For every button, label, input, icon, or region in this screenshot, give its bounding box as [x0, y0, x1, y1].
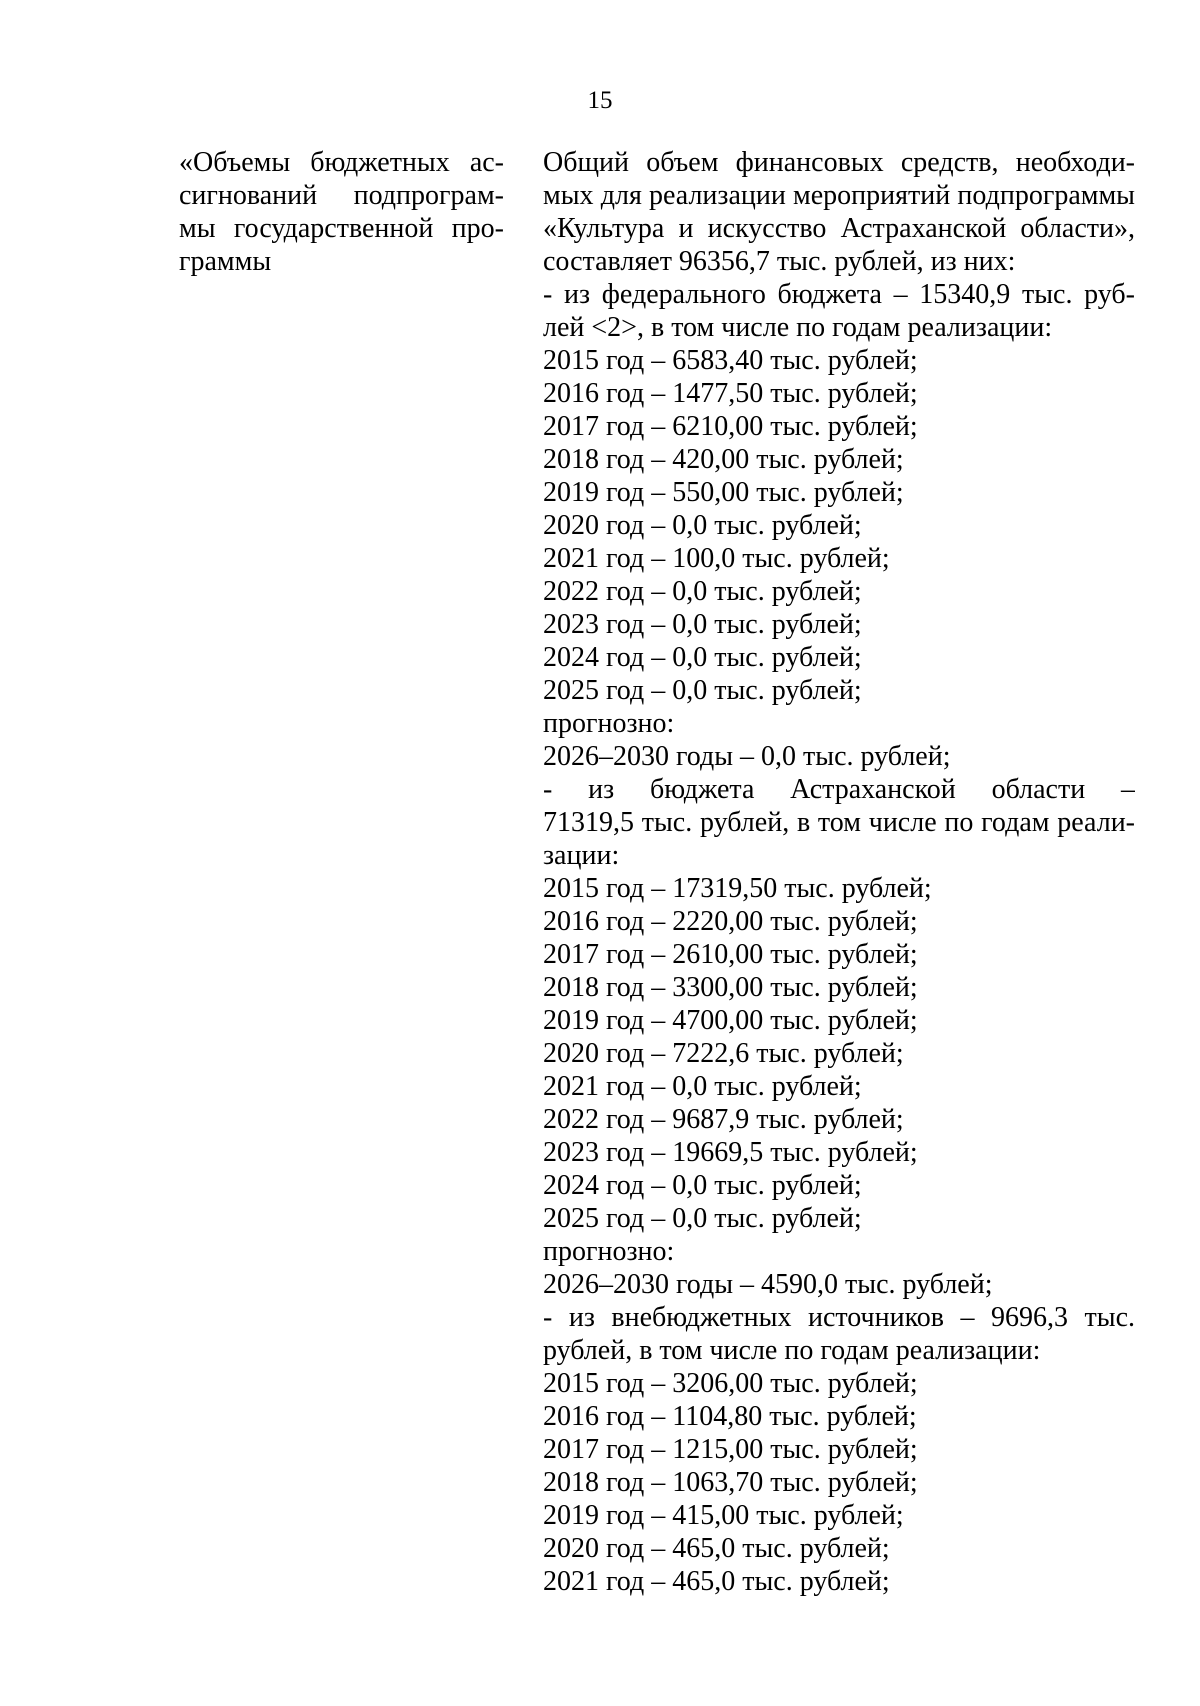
extrabudgetary-heading-line: - из внебюджетных источников – 9696,3 тыс.: [543, 1302, 1135, 1333]
regional-heading-line: 71319,5 тыс. рублей, в том числе по годам реали-: [543, 807, 1135, 838]
label-line: «Объемы бюджетных ас-: [179, 147, 504, 178]
federal-heading-line: - из федерального бюджета – 15340,9 тыс. руб-: [543, 279, 1135, 310]
federal-year-line: 2023 год – 0,0 тыс. рублей;: [543, 609, 862, 640]
intro-line: Общий объем финансовых средств, необходи-: [543, 147, 1135, 178]
regional-forecast-value: 2026–2030 годы – 4590,0 тыс. рублей;: [543, 1269, 993, 1300]
funding-description-cell: [543, 146, 1135, 1598]
regional-heading-line: - из бюджета Астраханской области –: [543, 774, 1135, 805]
regional-year-line: 2019 год – 4700,00 тыс. рублей;: [543, 1005, 918, 1036]
federal-year-line: 2018 год – 420,00 тыс. рублей;: [543, 444, 904, 475]
regional-year-line: 2020 год – 7222,6 тыс. рублей;: [543, 1038, 904, 1069]
regional-year-line: 2018 год – 3300,00 тыс. рублей;: [543, 972, 918, 1003]
federal-year-line: 2025 год – 0,0 тыс. рублей;: [543, 675, 862, 706]
regional-heading-line: зации:: [543, 840, 620, 871]
federal-year-line: 2021 год – 100,0 тыс. рублей;: [543, 543, 890, 574]
federal-year-line: 2020 год – 0,0 тыс. рублей;: [543, 510, 862, 541]
federal-forecast-label: прогнозно:: [543, 708, 675, 739]
federal-year-line: 2024 год – 0,0 тыс. рублей;: [543, 642, 862, 673]
intro-line: мых для реализации мероприятий подпрограммы: [543, 180, 1135, 211]
regional-year-line: 2021 год – 0,0 тыс. рублей;: [543, 1071, 862, 1102]
federal-year-line: 2017 год – 6210,00 тыс. рублей;: [543, 411, 918, 442]
extrabudgetary-year-line: 2016 год – 1104,80 тыс. рублей;: [543, 1401, 917, 1432]
federal-year-line: 2019 год – 550,00 тыс. рублей;: [543, 477, 904, 508]
extrabudgetary-heading-line: рублей, в том числе по годам реализации:: [543, 1335, 1041, 1366]
regional-year-line: 2025 год – 0,0 тыс. рублей;: [543, 1203, 862, 1234]
extrabudgetary-year-line: 2017 год – 1215,00 тыс. рублей;: [543, 1434, 918, 1465]
regional-forecast-label: прогнозно:: [543, 1236, 675, 1267]
label-line: мы государственной про-: [179, 213, 504, 244]
federal-year-line: 2015 год – 6583,40 тыс. рублей;: [543, 345, 918, 376]
federal-year-line: 2016 год – 1477,50 тыс. рублей;: [543, 378, 918, 409]
extrabudgetary-year-line: 2021 год – 465,0 тыс. рублей;: [543, 1566, 890, 1597]
regional-year-line: 2022 год – 9687,9 тыс. рублей;: [543, 1104, 904, 1135]
label-line: граммы: [179, 246, 272, 277]
federal-forecast-value: 2026–2030 годы – 0,0 тыс. рублей;: [543, 741, 951, 772]
federal-heading-line: лей <2>, в том числе по годам реализации:: [543, 312, 1053, 343]
page-number: 15: [587, 87, 613, 114]
subprogram-label-cell: [179, 146, 504, 278]
extrabudgetary-year-line: 2020 год – 465,0 тыс. рублей;: [543, 1533, 890, 1564]
federal-year-line: 2022 год – 0,0 тыс. рублей;: [543, 576, 862, 607]
regional-year-line: 2015 год – 17319,50 тыс. рублей;: [543, 873, 932, 904]
extrabudgetary-year-line: 2015 год – 3206,00 тыс. рублей;: [543, 1368, 918, 1399]
regional-year-line: 2023 год – 19669,5 тыс. рублей;: [543, 1137, 918, 1168]
intro-line: «Культура и искусство Астраханской области»,: [543, 213, 1135, 244]
label-line: сигнований подпрограм-: [179, 180, 504, 211]
regional-year-line: 2016 год – 2220,00 тыс. рублей;: [543, 906, 918, 937]
extrabudgetary-year-line: 2019 год – 415,00 тыс. рублей;: [543, 1500, 904, 1531]
extrabudgetary-year-line: 2018 год – 1063,70 тыс. рублей;: [543, 1467, 918, 1498]
intro-line: составляет 96356,7 тыс. рублей, из них:: [543, 246, 1016, 277]
regional-year-line: 2017 год – 2610,00 тыс. рублей;: [543, 939, 918, 970]
regional-year-line: 2024 год – 0,0 тыс. рублей;: [543, 1170, 862, 1201]
